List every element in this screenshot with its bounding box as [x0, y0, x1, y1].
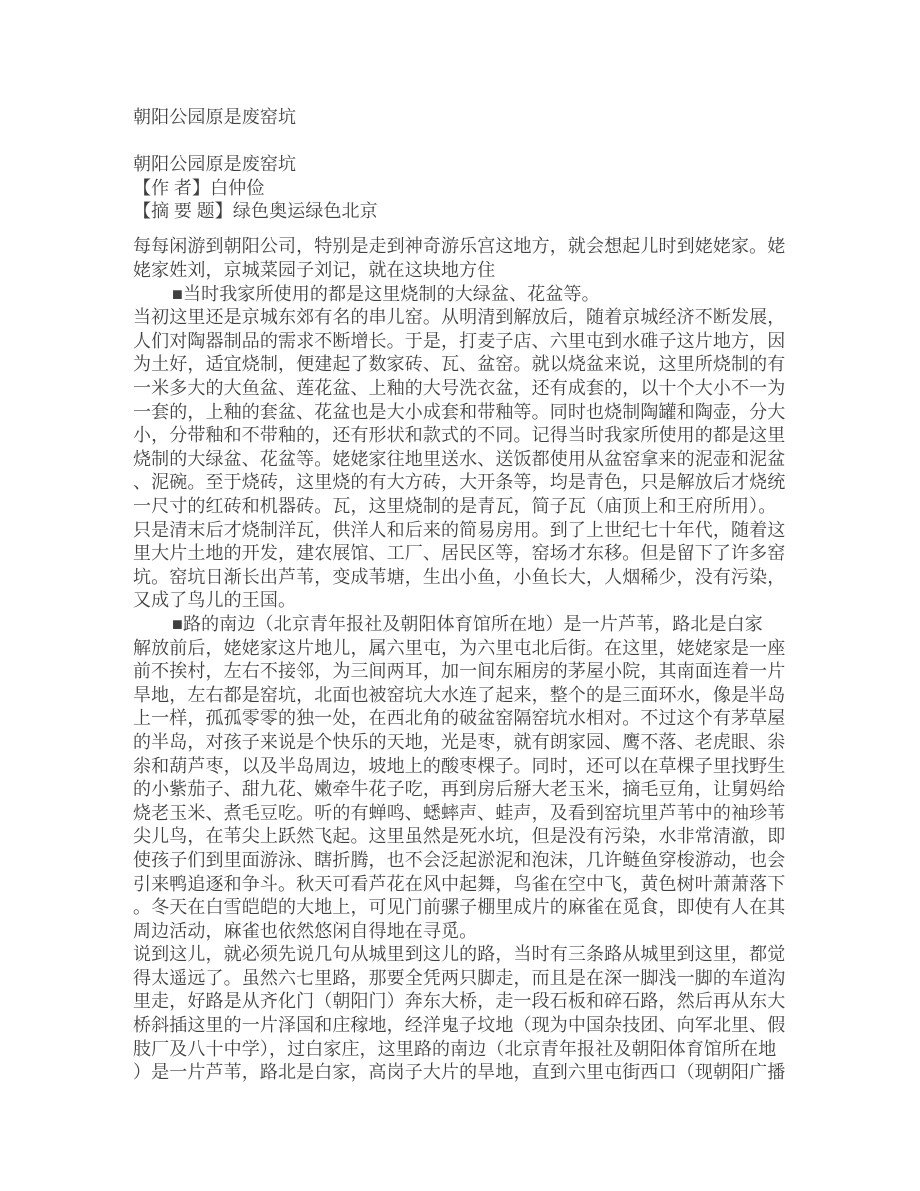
- text-line: 小，分带釉和不带釉的，还有形状和款式的不同。记得当时我家所使用的都是这里: [133, 425, 786, 446]
- document-text-block: [133, 106, 790, 1085]
- text-line: 一米多大的大鱼盆、莲花盆、上釉的大号洗衣盆，还有成套的，以十个大小不一为: [133, 378, 786, 399]
- text-line: 【作 者】白仲俭: [133, 177, 265, 198]
- text-line: 里走，好路是从齐化门（朝阳门）奔东大桥，走一段石板和碎石路，然后再从东大: [133, 991, 786, 1012]
- text-line: 使孩子们到里面游泳、瞎折腾，也不会泛起淤泥和泡沫，几许鲢鱼穿梭游动，也会: [133, 849, 786, 870]
- text-line: 桥斜插这里的一片泽国和庄稼地，经洋鬼子坟地（现为中国杂技团、向军北里、假: [133, 1015, 786, 1036]
- text-line: 每每闲游到朝阳公司，特别是走到神奇游乐宫这地方，就会想起儿时到姥姥家。姥: [133, 236, 786, 257]
- text-line: 得太遥远了。虽然六七里路，那要全凭两只脚走，而且是在深一脚浅一脚的车道沟: [133, 967, 786, 988]
- text-line: 旱地，左右都是窑坑，北面也被窑坑大水连了起来，整个的是三面环水，像是半岛: [133, 684, 786, 705]
- text-line: 一套的，上釉的套盆、花盆也是大小成套和带釉等。同时也烧制陶罐和陶壶，分大: [133, 401, 786, 422]
- text-line: 、泥碗。至于烧砖，这里烧的有大方砖，大开条等，均是青色，只是解放后才烧统: [133, 472, 786, 493]
- text-line: 朝阳公园原是废窑坑: [133, 154, 297, 175]
- text-line: [133, 224, 790, 236]
- text-line: 尖儿鸟，在苇尖上跃然飞起。这里虽然是死水坑，但是没有污染，水非常清澈，即: [133, 826, 786, 847]
- text-line: 上一样，孤孤零零的独一处，在西北角的破盆窑隔窑坑水相对。不过这个有茅草屋: [133, 708, 786, 729]
- text-line: 的半岛，对孩子来说是个快乐的天地，光是枣，就有朗家园、鹰不落、老虎眼、尜: [133, 731, 786, 752]
- text-line: 引来鸭追逐和争斗。秋天可看芦花在风中起舞，鸟雀在空中飞，黄色树叶萧萧落下: [133, 873, 786, 894]
- text-line: 周边活动，麻雀也依然悠闲自得地在寻觅。: [133, 920, 478, 941]
- text-line: 为土好，适宜烧制，便建起了数家砖、瓦、盆窑。就以烧盆来说，这里所烧制的有: [133, 354, 786, 375]
- text-line: 【摘 要 题】绿色奥运绿色北京: [133, 201, 378, 222]
- text-line: 里大片土地的开发，建农展馆、工厂、居民区等，窑场才东移。但是留下了许多窑: [133, 543, 786, 564]
- text-line: 朝阳公园原是废窑坑: [133, 107, 297, 127]
- text-line: 肢厂及八十中学），过白家庄，这里路的南边（北京青年报社及朝阳体育馆所在地: [133, 1038, 777, 1059]
- text-line: 只是清末后才烧制洋瓦，供洋人和后来的简易房用。到了上世纪七十年代，随着这: [133, 519, 786, 540]
- text-line: ■当时我家所使用的都是这里烧制的大绿盆、花盆等。: [172, 283, 600, 304]
- text-line: ）是一片芦苇，路北是白家，高岗子大片的旱地，直到六里屯街西口（现朝阳广播: [133, 1062, 786, 1083]
- text-line: 又成了鸟儿的王国。: [133, 590, 297, 611]
- text-line: 坑。窑坑日渐长出芦苇，变成苇塘，生出小鱼，小鱼长大，人烟稀少，没有污染，: [133, 566, 786, 587]
- text-line: 人们对陶器制品的需求不断增长。于是，打麦子店、六里屯到水碓子这片地方，因: [133, 330, 786, 351]
- text-line: 。冬天在白雪皑皑的大地上，可见门前骡子棚里成片的麻雀在觅食，即使有人在其: [133, 897, 786, 918]
- text-line: [133, 130, 790, 154]
- text-line: 当初这里还是京城东郊有名的串儿窑。从明清到解放后，随着京城经济不断发展，: [133, 307, 786, 328]
- text-line: 一尺寸的红砖和机器砖。瓦，这里烧制的是青瓦，简子瓦（庙顶上和王府所用）。: [133, 496, 777, 516]
- text-line: 烧制的大绿盆、花盆等。姥姥家往地里送水、送饭都使用从盆窑拿来的泥壶和泥盆: [133, 448, 786, 469]
- text-line: 前不挨村，左右不接邻，为三间两耳，加一间东厢房的茅屋小院，其南面连着一片: [133, 661, 786, 682]
- text-line: ■路的南边（北京青年报社及朝阳体育馆所在地）是一片芦苇，路北是白家: [172, 613, 763, 634]
- text-line: 尜和葫芦枣，以及半岛周边，坡地上的酸枣棵子。同时，还可以在草棵子里找野生: [133, 755, 786, 776]
- text-line: 说到这儿，就必须先说几句从城里到这儿的路，当时有三条路从城里到这里，都觉: [133, 944, 786, 965]
- text-line: 解放前后，姥姥家这片地儿，属六里屯，为六里屯北后街。在这里，姥姥家是一座: [133, 637, 786, 658]
- text-line: 烧老玉米、煮毛豆吃。听的有蝉鸣、蟋蟀声、蛙声，及看到窑坑里芦苇中的袖珍苇: [133, 802, 786, 823]
- text-line: 的小紫茄子、甜九花、嫩牵牛花子吃，再到房后掰大老玉米，摘毛豆角，让舅妈给: [133, 779, 786, 800]
- text-line: 姥家姓刘，京城菜园子刘记，就在这块地方住: [133, 260, 496, 281]
